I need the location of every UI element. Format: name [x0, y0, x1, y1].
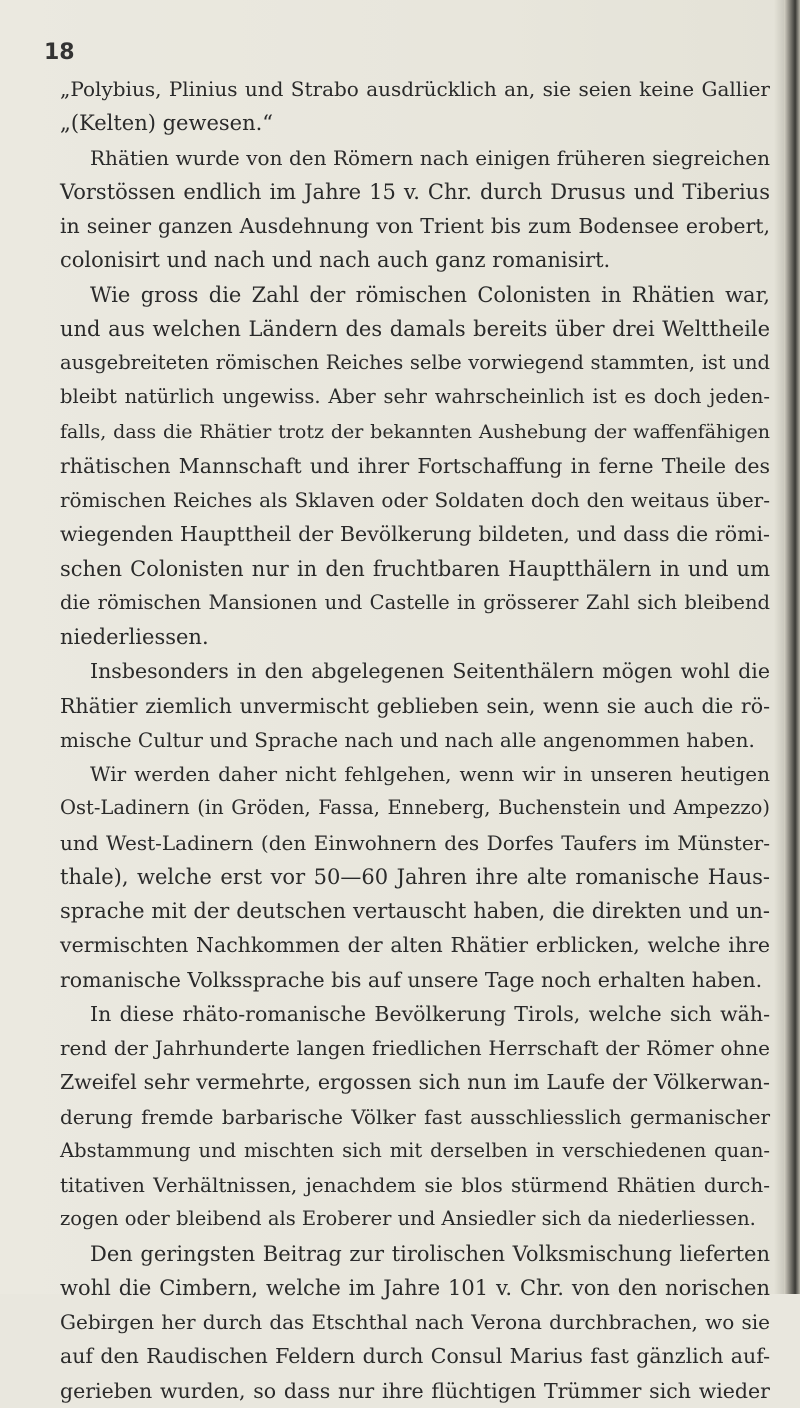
text-line: und aus welchen Ländern des damals bereits über drei Welttheile [60, 316, 770, 341]
text-line: Zweifel sehr vermehrte, ergossen sich nun im Laufe der Völkerwan- [60, 1070, 770, 1095]
page-gutter-shadow [774, 0, 784, 1294]
text-line: gerieben wurden, so dass nur ihre flüchtigen Trümmer sich wieder [60, 1378, 770, 1403]
text-line: vermischten Nachkommen der alten Rhätier erblicken, welche ihre [60, 933, 770, 958]
text-line: rhätischen Mannschaft und ihrer Fortschaffung in ferne Theile des [60, 453, 770, 478]
text-line: Wie gross die Zahl der römischen Colonisten in Rhätien war, [90, 282, 770, 307]
text-line: rend der Jahrhunderte langen friedlichen Herrschaft der Römer ohne [60, 1036, 770, 1060]
text-line: derung fremde barbarische Völker fast ausschliesslich germanischer [60, 1104, 770, 1129]
text-line: Rhätien wurde von den Römern nach einigen früheren siegreichen [90, 145, 770, 170]
text-line: „Polybius, Plinius und Strabo ausdrücklich an, sie seien keine Gallier [60, 77, 770, 101]
text-line: Wir werden daher nicht fehlgehen, wenn wir in unseren heutigen [90, 762, 770, 786]
text-line: schen Colonisten nur in den fruchtbaren Hauptthälern in und um [60, 556, 770, 581]
text-line: sprache mit der deutschen vertauscht haben, die direkten und un- [60, 899, 770, 923]
text-line: bleibt natürlich ungewiss. Aber sehr wahrscheinlich ist es doch jeden- [60, 385, 770, 409]
text-line: die römischen Mansionen und Castelle in grösserer Zahl sich bleibend [60, 590, 770, 614]
body-text [60, 72, 770, 1408]
text-line: colonisirt und nach und nach auch ganz romanisirt. [60, 248, 611, 273]
text-line: römischen Reiches als Sklaven oder Soldaten doch den weitaus über- [60, 488, 770, 512]
text-line: Gebirgen her durch das Etschthal nach Verona durchbrachen, wo sie [60, 1310, 770, 1334]
text-line: mische Cultur und Sprache nach und nach alle angenommen haben. [60, 727, 755, 752]
text-line: ausgebreiteten römischen Reiches selbe vorwiegend stammten, ist und [60, 351, 770, 374]
text-line: Rhätier ziemlich unvermischt geblieben sein, wenn sie auch die rö- [60, 693, 770, 718]
text-line: niederliessen. [60, 625, 209, 649]
text-line: In diese rhäto-romanische Bevölkerung Tirols, welche sich wäh- [90, 1001, 770, 1026]
text-line: wohl die Cimbern, welche im Jahre 101 v. Chr. von den norischen [60, 1275, 770, 1300]
text-line: Ost-Ladinern (in Gröden, Fassa, Enneberg, Buchenstein und Ampezzo) [60, 796, 770, 820]
page-number: 18 [44, 40, 75, 65]
text-line: auf den Raudischen Feldern durch Consul Marius fast gänzlich auf- [60, 1344, 770, 1369]
text-line: Abstammung und mischten sich mit derselben in verschiedenen quan- [60, 1138, 770, 1162]
text-line: Den geringsten Beitrag zur tirolischen Volksmischung lieferten [90, 1241, 770, 1266]
book-spine-edge [784, 0, 800, 1294]
text-line: Vorstössen endlich im Jahre 15 v. Chr. durch Drusus und Tiberius [60, 179, 770, 204]
text-line: falls, dass die Rhätier trotz der bekannten Aushebung der waffenfähigen [60, 420, 770, 443]
text-line: in seiner ganzen Ausdehnung von Trient bis zum Bodensee erobert, [60, 214, 770, 238]
text-line: und West-Ladinern (den Einwohnern des Dorfes Taufers im Münster- [60, 830, 770, 855]
text-line: romanische Volkssprache bis auf unsere Tage noch erhalten haben. [60, 967, 763, 992]
text-line: Insbesonders in den abgelegenen Seitenthälern mögen wohl die [90, 659, 770, 684]
text-line: „(Kelten) gewesen.“ [60, 111, 274, 136]
text-line: thale), welche erst vor 50—60 Jahren ihre alte romanische Haus- [60, 864, 770, 889]
text-line: titativen Verhältnissen, jenachdem sie blos stürmend Rhätien durch- [60, 1173, 770, 1197]
text-line: wiegenden Haupttheil der Bevölkerung bildeten, und dass die römi- [60, 522, 770, 547]
text-line: zogen oder bleibend als Eroberer und Ansiedler sich da niederliessen. [60, 1207, 756, 1231]
